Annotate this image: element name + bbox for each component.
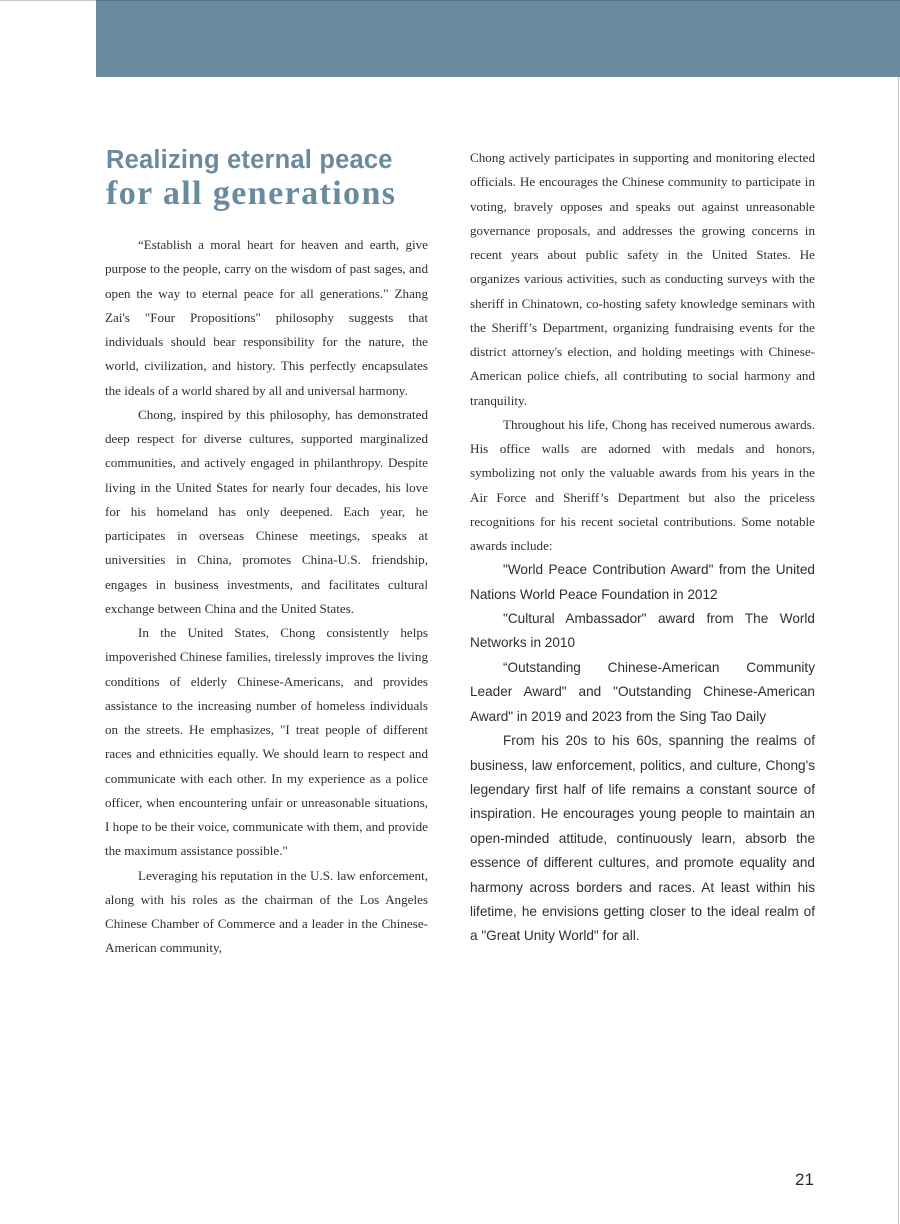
paragraph-philosophy: “Establish a moral heart for heaven and earth, give purpose to the people, carry on the wisdom of past sages, and open the way to eternal peace for all generations." Zhang Zai's "Four Propositions" philosophy suggests that individuals should bear responsibility for the nature, the world, civilization, and history. This perfectly encapsulates the ideals of a world shared by all and universal harmony.	[105, 237, 428, 398]
page-edge-rule	[898, 0, 899, 1224]
page-number: 21	[795, 1170, 814, 1189]
paragraph-community-help: In the United States, Chong consistently helps impoverished Chinese families, tirelessly improves the living conditions of elderly Chinese-Americans, and provides assistance to the increasing number of homeless individuals on the streets. He emphasizes, "I treat people of different races and ethnicities equally. We should learn to respect and communicate with each other. In my experience as a police officer, when encountering unfair or unreasonable situations, I hope to be their voice, communicate with them, and provide the maximum assistance possible."	[105, 625, 428, 859]
paragraph-awards-intro: Throughout his life, Chong has received numerous awards. His office walls are adorned with medals and honors, symbolizing not only the valuable awards from his years in the Air Force and Sheriff’s Department but also the priceless recognitions for his recent societal contributions. Some notable awards include:	[470, 416, 815, 553]
title-line-2: for all generations	[106, 175, 397, 212]
header-banner	[96, 0, 900, 77]
left-column	[105, 233, 428, 961]
award-item: "World Peace Contribution Award" from the United Nations World Peace Foundation in 2012	[470, 562, 815, 602]
paragraph-continuation: Chong actively participates in supporting and monitoring elected officials. He encourages the Chinese community to participate in voting, bravely opposes and speaks out against unreasonable governance proposals, and addresses the growing concerns in recent years about public safety in the United States. He organizes various activities, such as conducting surveys with the sheriff in Chinatown, co-hosting safety knowledge seminars with the Sheriff’s Department, organizing fundraising events for the district attorney's election, and holding meetings with Chinese-American police chiefs, all contributing to social harmony and tranquility.	[470, 150, 815, 408]
right-column	[470, 146, 815, 949]
article-title	[106, 144, 436, 212]
award-item: “Outstanding Chinese-American Community Leader Award" and "Outstanding Chinese-American Award" in 2019 and 2023 from the Sing Tao Daily	[470, 659, 815, 724]
paragraph-leadership: Leveraging his reputation in the U.S. law enforcement, along with his roles as the chairman of the Los Angeles Chinese Chamber of Commerce and a leader in the Chinese-American community,	[105, 867, 428, 956]
paragraph-closing: From his 20s to his 60s, spanning the realms of business, law enforcement, politics, and culture, Chong's legendary first half of life remains a constant source of inspiration. He encourages young people to maintain an open-minded attitude, continuously learn, absorb the essence of different cultures, and promote equality and harmony across borders and races. At least within his lifetime, he envisions getting closer to the ideal realm of a "Great Unity World" for all.	[470, 733, 815, 944]
title-line-1: Realizing eternal peace	[106, 146, 393, 174]
paragraph-inspiration: Chong, inspired by this philosophy, has demonstrated deep respect for diverse cultures, supported marginalized communities, and actively engaged in philanthropy. Despite living in the United States for nearly four decades, his love for his homeland has only deepened. Each year, he participates in overseas Chinese meetings, speaks at universities in China, promotes China-U.S. friendship, engages in business investments, and facilitates cultural exchange between China and the United States.	[105, 406, 428, 616]
award-item: "Cultural Ambassador" award from The World Networks in 2010	[470, 611, 815, 651]
top-rule	[0, 0, 96, 1]
